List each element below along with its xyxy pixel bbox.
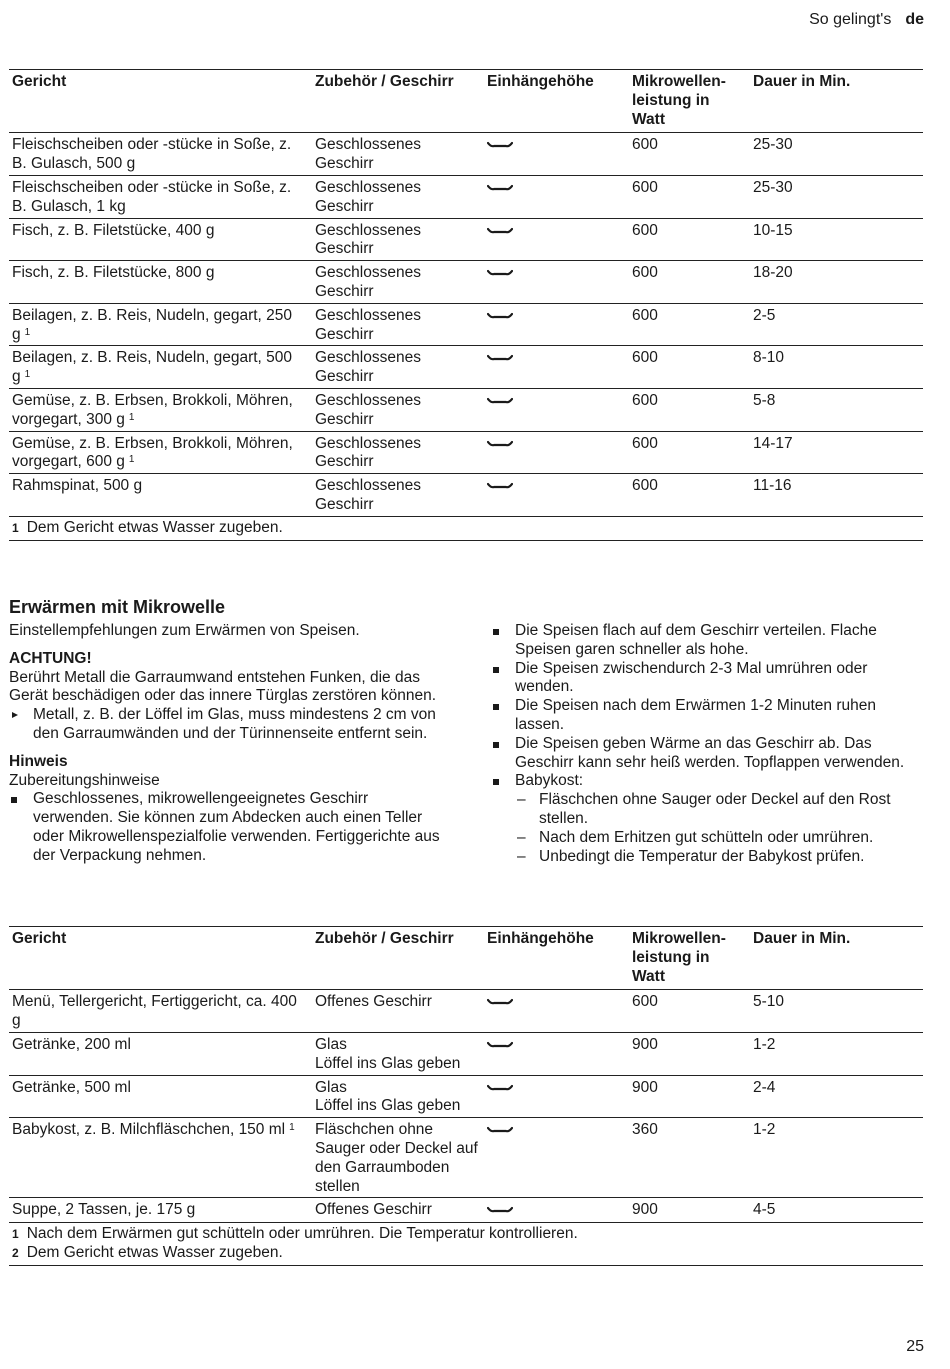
list-item: – Nach dem Erhitzen gut schütteln oder umrühren. bbox=[515, 829, 923, 848]
minutes-cell: 2-4 bbox=[753, 1078, 776, 1096]
level-cell bbox=[484, 388, 629, 431]
watt-cell: 600 bbox=[632, 221, 658, 239]
table-footnotes bbox=[9, 516, 923, 540]
footnote-cell bbox=[9, 1223, 923, 1266]
table-row bbox=[9, 474, 923, 517]
section-title: Erwärmen mit Mikrowelle bbox=[9, 597, 226, 617]
accessory-cell: Glas Löffel ins Glas geben bbox=[315, 1078, 461, 1115]
dish-cell bbox=[9, 388, 312, 431]
list-item: – Unbedingt die Temperatur der Babykost prüfen. bbox=[515, 848, 923, 867]
table-row bbox=[9, 1075, 923, 1118]
babykost-list bbox=[515, 791, 923, 866]
accessory-cell: Geschlossenes Geschirr bbox=[315, 434, 421, 471]
minutes-cell: 5-8 bbox=[753, 391, 776, 409]
accessory-cell: Geschlossenes Geschirr bbox=[315, 221, 421, 258]
bottom-level-icon bbox=[487, 396, 513, 406]
dish-cell bbox=[9, 431, 312, 474]
bottom-level-icon bbox=[487, 268, 513, 278]
table-row bbox=[9, 261, 923, 304]
bottom-level-icon bbox=[487, 997, 513, 1007]
note-list bbox=[9, 790, 449, 865]
column-header-dish: Gericht bbox=[12, 930, 67, 947]
watt-cell: 900 bbox=[632, 1035, 658, 1053]
footnote-cell bbox=[9, 516, 923, 540]
table-header-row bbox=[9, 927, 923, 990]
table-row bbox=[9, 346, 923, 389]
table-row bbox=[9, 1118, 923, 1198]
level-cell bbox=[484, 474, 629, 517]
babykost-label: Babykost: bbox=[515, 772, 584, 790]
dish-name: Babykost, z. B. Milchfläschchen, 150 ml bbox=[12, 1121, 286, 1139]
table-row bbox=[9, 431, 923, 474]
watt-cell: 600 bbox=[632, 993, 658, 1011]
dish-cell bbox=[9, 346, 312, 389]
table-row bbox=[9, 1032, 923, 1075]
watt-cell: 900 bbox=[632, 1078, 658, 1096]
table-row bbox=[9, 990, 923, 1033]
list-item: Die Speisen zwischendurch 2-3 Mal umrühren oder wenden. bbox=[491, 660, 923, 698]
footnote bbox=[12, 519, 920, 538]
accessory-cell: Fläschchen ohne Sauger oder Deckel auf den Garraumboden stellen bbox=[315, 1121, 478, 1195]
dish-name: Getränke, 200 ml bbox=[12, 1035, 131, 1053]
dish-name: Fisch, z. B. Filetstücke, 400 g bbox=[12, 221, 215, 239]
footnote-ref: 1 bbox=[24, 326, 31, 338]
dish-name: Gemüse, z. B. Erbsen, Brokkoli, Möhren, vorgegart, 600 g bbox=[12, 434, 293, 471]
table-row bbox=[9, 175, 923, 218]
column-header-watt: Mikrowellen- leistung in Watt bbox=[632, 930, 726, 985]
dish-cell bbox=[9, 1198, 312, 1223]
list-item: Die Speisen nach dem Erwärmen 1-2 Minuten ruhen lassen. bbox=[491, 697, 923, 735]
bottom-level-icon bbox=[487, 353, 513, 363]
minutes-cell: 10-15 bbox=[753, 221, 793, 239]
watt-cell: 900 bbox=[632, 1201, 658, 1219]
column-header-watt: Mikrowellen- leistung in Watt bbox=[632, 73, 726, 128]
bottom-level-icon bbox=[487, 311, 513, 321]
warning-text: Berührt Metall die Garraumwand entstehen Funken, die das Gerät beschädigen oder das innere Türglas zerstören können. bbox=[9, 668, 437, 705]
minutes-cell: 1-2 bbox=[753, 1121, 776, 1139]
minutes-cell: 8-10 bbox=[753, 349, 785, 367]
accessory-cell: Geschlossenes Geschirr bbox=[315, 349, 421, 386]
minutes-cell: 2-5 bbox=[753, 306, 776, 324]
dish-cell bbox=[9, 218, 312, 261]
level-cell bbox=[484, 346, 629, 389]
level-cell bbox=[484, 1075, 629, 1118]
level-cell bbox=[484, 1118, 629, 1198]
dish-name: Beilagen, z. B. Reis, Nudeln, gegart, 500 g bbox=[12, 349, 293, 386]
minutes-cell: 25-30 bbox=[753, 136, 793, 154]
accessory-cell: Geschlossenes Geschirr bbox=[315, 477, 421, 513]
footnote-mark: 1 bbox=[12, 520, 19, 535]
list-item: Geschlossenes, mikrowellengeeignetes Geschirr verwenden. Sie können zum Abdecken auch einen Teller oder Mikrowellenspezialfolie verwenden. Fertiggerichte aus der Verpackung nehmen. bbox=[9, 790, 449, 865]
footnote-ref: 1 bbox=[128, 454, 135, 466]
minutes-cell: 25-30 bbox=[753, 178, 793, 196]
bottom-level-icon bbox=[487, 439, 513, 449]
footnote bbox=[12, 1225, 920, 1244]
table-footnotes bbox=[9, 1223, 923, 1266]
table-row bbox=[9, 133, 923, 176]
left-column bbox=[9, 622, 449, 866]
footnote bbox=[12, 1244, 920, 1263]
table-header-row bbox=[9, 70, 923, 133]
dish-name: Fisch, z. B. Filetstücke, 800 g bbox=[12, 264, 215, 282]
column-header-minutes: Dauer in Min. bbox=[753, 73, 851, 90]
table-row bbox=[9, 218, 923, 261]
minutes-cell: 14-17 bbox=[753, 434, 793, 452]
dish-cell bbox=[9, 175, 312, 218]
level-cell bbox=[484, 133, 629, 176]
watt-cell: 600 bbox=[632, 306, 658, 324]
bottom-level-icon bbox=[487, 1040, 513, 1050]
footnote-ref: 1 bbox=[24, 369, 31, 381]
level-cell bbox=[484, 175, 629, 218]
level-cell bbox=[484, 303, 629, 346]
level-cell bbox=[484, 990, 629, 1033]
watt-cell: 600 bbox=[632, 434, 658, 452]
list-item: Die Speisen flach auf dem Geschirr verteilen. Flache Speisen garen schneller als hohe. bbox=[491, 622, 923, 660]
accessory-cell: Offenes Geschirr bbox=[315, 1201, 432, 1219]
warning-title: ACHTUNG! bbox=[9, 649, 92, 667]
dish-cell bbox=[9, 261, 312, 304]
dish-name: Fleischscheiben oder -stücke in Soße, z. B. Gulasch, 1 kg bbox=[12, 178, 292, 215]
footnote-text: Dem Gericht etwas Wasser zugeben. bbox=[26, 1243, 283, 1261]
dish-name: Beilagen, z. B. Reis, Nudeln, gegart, 250 g bbox=[12, 306, 293, 343]
footnote-text: Nach dem Erwärmen gut schütteln oder umrühren. Die Temperatur kontrollieren. bbox=[26, 1225, 578, 1243]
bottom-level-icon bbox=[487, 183, 513, 193]
column-header-minutes: Dauer in Min. bbox=[753, 930, 851, 947]
watt-cell: 600 bbox=[632, 178, 658, 196]
watt-cell: 360 bbox=[632, 1121, 658, 1139]
header-section: So gelingt's bbox=[809, 11, 892, 28]
accessory-cell: Offenes Geschirr bbox=[315, 993, 432, 1011]
bottom-level-icon bbox=[487, 1125, 513, 1135]
minutes-cell: 5-10 bbox=[753, 993, 785, 1011]
list-item: Die Speisen geben Wärme an das Geschirr ab. Das Geschirr kann sehr heiß werden. Topflappen verwenden. bbox=[491, 735, 923, 773]
watt-cell: 600 bbox=[632, 349, 658, 367]
watt-cell: 600 bbox=[632, 477, 658, 495]
footnote-ref: 1 bbox=[289, 1122, 295, 1134]
dish-name: Gemüse, z. B. Erbsen, Brokkoli, Möhren, vorgegart, 300 g bbox=[12, 391, 293, 428]
footnote-mark: 2 bbox=[12, 1245, 19, 1260]
level-cell bbox=[484, 218, 629, 261]
section-intro: Einstellempfehlungen zum Erwärmen von Speisen. bbox=[9, 622, 360, 639]
column-header-accessory: Zubehör / Geschirr bbox=[315, 73, 454, 90]
column-header-level: Einhängehöhe bbox=[487, 930, 594, 947]
dish-cell bbox=[9, 1032, 312, 1075]
bottom-level-icon bbox=[487, 226, 513, 236]
minutes-cell: 18-20 bbox=[753, 264, 793, 282]
table-row bbox=[9, 1198, 923, 1223]
accessory-cell: Geschlossenes Geschirr bbox=[315, 306, 421, 343]
dish-name: Fleischscheiben oder -stücke in Soße, z. B. Gulasch, 500 g bbox=[12, 136, 292, 173]
language-code: de bbox=[905, 11, 924, 28]
accessory-cell: Geschlossenes Geschirr bbox=[315, 136, 421, 173]
accessory-cell: Glas Löffel ins Glas geben bbox=[315, 1035, 461, 1072]
table-row bbox=[9, 388, 923, 431]
page-number: 25 bbox=[906, 1338, 924, 1356]
heating-section bbox=[9, 596, 923, 865]
footnote-ref: 1 bbox=[128, 411, 135, 423]
watt-cell: 600 bbox=[632, 136, 658, 154]
right-column bbox=[491, 622, 923, 866]
note-title: Hinweis bbox=[9, 752, 68, 770]
bottom-level-icon bbox=[487, 1205, 513, 1215]
minutes-cell: 11-16 bbox=[753, 477, 792, 495]
dish-cell bbox=[9, 474, 312, 517]
minutes-cell: 4-5 bbox=[753, 1201, 776, 1219]
tips-list bbox=[491, 622, 923, 866]
level-cell bbox=[484, 1032, 629, 1075]
watt-cell: 600 bbox=[632, 264, 658, 282]
warning-steps bbox=[9, 706, 449, 744]
bottom-level-icon bbox=[487, 1083, 513, 1093]
page-header bbox=[809, 11, 924, 30]
dish-cell bbox=[9, 1118, 312, 1198]
footnote-mark: 1 bbox=[12, 1227, 19, 1242]
level-cell bbox=[484, 261, 629, 304]
warning-step: Metall, z. B. der Löffel im Glas, muss mindestens 2 cm von den Garraumwänden und der Türinnenseite entfernt sein. bbox=[9, 706, 449, 744]
column-header-level: Einhängehöhe bbox=[487, 73, 594, 90]
minutes-cell: 1-2 bbox=[753, 1035, 776, 1053]
list-item: – Fläschchen ohne Sauger oder Deckel auf den Rost stellen. bbox=[515, 791, 923, 829]
dish-name: Rahmspinat, 500 g bbox=[12, 477, 143, 495]
heating-table bbox=[9, 926, 923, 1266]
accessory-cell: Geschlossenes Geschirr bbox=[315, 264, 421, 300]
column-header-accessory: Zubehör / Geschirr bbox=[315, 930, 454, 947]
accessory-cell: Geschlossenes Geschirr bbox=[315, 178, 421, 215]
column-header-dish: Gericht bbox=[12, 73, 67, 90]
bottom-level-icon bbox=[487, 481, 513, 491]
bottom-level-icon bbox=[487, 140, 513, 150]
dish-cell bbox=[9, 303, 312, 346]
dish-cell bbox=[9, 1075, 312, 1118]
dish-name: Getränke, 500 ml bbox=[12, 1078, 131, 1096]
dish-cell bbox=[9, 133, 312, 176]
cooking-table bbox=[9, 69, 923, 541]
footnote-text: Dem Gericht etwas Wasser zugeben. bbox=[26, 518, 283, 536]
note-subtitle: Zubereitungshinweise bbox=[9, 771, 160, 789]
dish-name: Menü, Tellergericht, Fertiggericht, ca. 400 g bbox=[12, 993, 297, 1030]
dish-name: Suppe, 2 Tassen, je. 175 g bbox=[12, 1201, 196, 1219]
accessory-cell: Geschlossenes Geschirr bbox=[315, 391, 421, 428]
level-cell bbox=[484, 1198, 629, 1223]
list-item-babykost bbox=[491, 772, 923, 866]
dish-cell bbox=[9, 990, 312, 1033]
watt-cell: 600 bbox=[632, 391, 658, 409]
level-cell bbox=[484, 431, 629, 474]
table-row bbox=[9, 303, 923, 346]
